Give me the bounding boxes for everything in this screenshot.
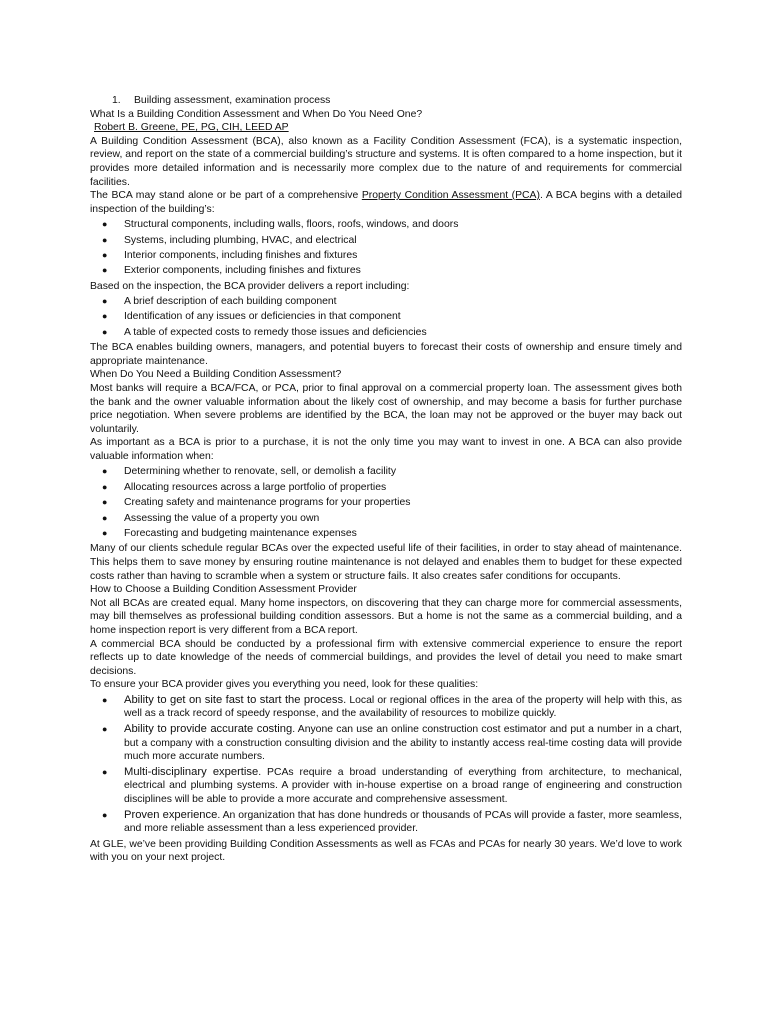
report-intro: Based on the inspection, the BCA provider delivers a report including:	[90, 280, 410, 292]
bullet-icon: ●	[102, 326, 108, 337]
section-heading-choose: How to Choose a Building Condition Assessment Provider	[90, 584, 357, 596]
enables-paragraph: The BCA enables building owners, managers, and potential buyers to forecast their costs of ownership and ensure timely and appropriate maintenance.	[90, 342, 682, 367]
when-list	[90, 465, 682, 540]
list-item	[90, 527, 682, 541]
closing-paragraph: At GLE, we’ve been providing Building Condition Assessments as well as FCAs and PCAs for nearly 30 years. We’d love to work with you on your next project.	[90, 838, 682, 864]
bullet-icon: ●	[102, 265, 108, 276]
choose-paragraph-2: A commercial BCA should be conducted by a professional firm with extensive commercial experience to ensure the report reflects up to date knowledge of the needs of commercial buildings, and provides the level of detail you need to make smart decisions.	[90, 638, 682, 677]
intro-text-before: The BCA may stand alone or be part of a comprehensive	[90, 190, 362, 202]
intro-text-after: . A BCA begins with a detailed inspection of the building’s:	[90, 190, 682, 215]
intro-paragraph-1: A Building Condition Assessment (BCA), also known as a Facility Condition Assessment (FCA), is a systematic inspection, review, and report on the state of a commercial building’s structure and systems. It is often compared to a home inspection, but it provides more detailed information and is necessarily more complex due to the nature of and requirements for commercial facilities.	[90, 135, 682, 188]
list-item-text: A brief description of each building component	[124, 296, 337, 308]
inspection-list	[90, 218, 682, 278]
choose-paragraph-1: Not all BCAs are created equal. Many home inspectors, on discovering that they can charge more for commercial assessments, may bill themselves as professional building condition assessors. But a home is not the same as a commercial building, and a home inspection report is very different from a BCA report.	[90, 597, 682, 636]
section-heading-when: When Do You Need a Building Condition Assessment?	[90, 369, 342, 381]
bullet-icon: ●	[102, 234, 108, 245]
when-paragraph-2: As important as a BCA is prior to a purchase, it is not the only time you may want to invest in one. A BCA can also provide valuable information when:	[90, 437, 682, 463]
list-item-text: Allocating resources across a large portfolio of properties	[124, 481, 387, 493]
quality-term: Ability to provide accurate costing	[124, 723, 293, 736]
list-item	[90, 465, 682, 479]
bullet-icon: ●	[102, 311, 108, 322]
list-item-text: Interior components, including finishes and fixtures	[124, 249, 358, 261]
list-item	[90, 310, 682, 324]
heading-text: Building assessment, examination process	[134, 95, 331, 106]
bullet-icon: ●	[102, 724, 108, 735]
list-item-text: Systems, including plumbing, HVAC, and electrical	[124, 234, 357, 246]
list-item-text: Identification of any issues or deficiencies in that component	[124, 311, 401, 323]
list-item-text: Determining whether to renovate, sell, or demolish a facility	[124, 466, 397, 478]
bullet-icon: ●	[102, 694, 108, 705]
bullet-icon: ●	[102, 219, 108, 230]
when-paragraph-1: Most banks will require a BCA/FCA, or PCA, prior to final approval on a commercial property loan. The assessment gives both the bank and the owner valuable information about the likely cost of ownership, and may become a basis for further purchase price negotiation. When severe problems are identified by the BCA, the loan may not be approved or the buyer may back out voluntarily.	[90, 383, 682, 435]
bullet-icon: ●	[102, 466, 108, 477]
bullet-icon: ●	[102, 497, 108, 508]
list-item	[90, 295, 682, 309]
document-page	[90, 94, 682, 865]
quality-item	[90, 809, 682, 836]
bullet-icon: ●	[102, 296, 108, 307]
quality-item	[90, 766, 682, 807]
list-item	[90, 326, 682, 340]
list-item-text: Forecasting and budgeting maintenance expenses	[124, 527, 357, 539]
article-title: What Is a Building Condition Assessment and When Do You Need One?	[90, 108, 423, 120]
bullet-icon: ●	[102, 527, 108, 538]
bullet-icon: ●	[102, 809, 108, 820]
list-item	[90, 481, 682, 495]
quality-item	[90, 694, 682, 721]
quality-desc: . An organization that has done hundreds or thousands of PCAs will provide a faster, more seamless, and more reliable assessment than a less experienced provider.	[124, 809, 682, 835]
bullet-icon: ●	[102, 512, 108, 523]
quality-term: Proven experience	[124, 808, 218, 821]
report-list	[90, 295, 682, 339]
choose-paragraph-3: To ensure your BCA provider gives you everything you need, look for these qualities:	[90, 679, 479, 691]
quality-item	[90, 723, 682, 764]
list-item	[90, 218, 682, 232]
numbered-heading	[90, 94, 682, 108]
quality-desc: Local or regional offices in the area of the property will help with this, as well as a track record of speedy response, and the availability of resources to mobilize quickly.	[124, 694, 682, 720]
list-item-text: A table of expected costs to remedy those issues and deficiencies	[124, 326, 427, 338]
quality-term: Ability to get on site fast to start the process.	[124, 693, 347, 706]
bullet-icon: ●	[102, 766, 108, 777]
list-item	[90, 512, 682, 526]
quality-desc: . Anyone can use an online construction cost estimator and put a number in a chart, but a company with a construction consulting division and the ability to instantly access real-time costing data will provide much more accurate numbers.	[124, 724, 683, 763]
list-item	[90, 264, 682, 278]
qualities-list	[90, 694, 682, 836]
pca-link[interactable]: Property Condition Assessment (PCA)	[361, 190, 540, 202]
list-item-text: Exterior components, including finishes and fixtures	[124, 265, 361, 277]
author-byline: Robert B. Greene, PE, PG, CIH, LEED AP	[94, 122, 289, 134]
clients-paragraph: Many of our clients schedule regular BCAs over the expected useful life of their facilities, in order to stay ahead of maintenance. This helps them to save money by ensuring routine maintenance is not delayed and enables them to budget for these expected costs rather than having to scramble when a system or structure fails. It also creates safer conditions for occupants.	[90, 543, 682, 582]
quality-term: Multi-disciplinary expertise	[124, 765, 259, 778]
heading-number: 1.	[112, 95, 121, 106]
quality-desc: . PCAs require a broad understanding of everything from architecture, to mechanical, electrical and plumbing systems. A provider with in-house expertise on a broad range of engineering and construction disciplines will be able to provide a more accurate and comprehensive assessment.	[124, 766, 682, 806]
list-item-text: Assessing the value of a property you own	[124, 512, 320, 524]
intro-paragraph-2	[90, 189, 682, 216]
list-item	[90, 249, 682, 263]
bullet-icon: ●	[102, 481, 108, 492]
list-item-text: Structural components, including walls, floors, roofs, windows, and doors	[124, 219, 459, 231]
list-item	[90, 234, 682, 248]
list-item	[90, 496, 682, 510]
list-item-text: Creating safety and maintenance programs for your properties	[124, 497, 411, 509]
bullet-icon: ●	[102, 249, 108, 260]
